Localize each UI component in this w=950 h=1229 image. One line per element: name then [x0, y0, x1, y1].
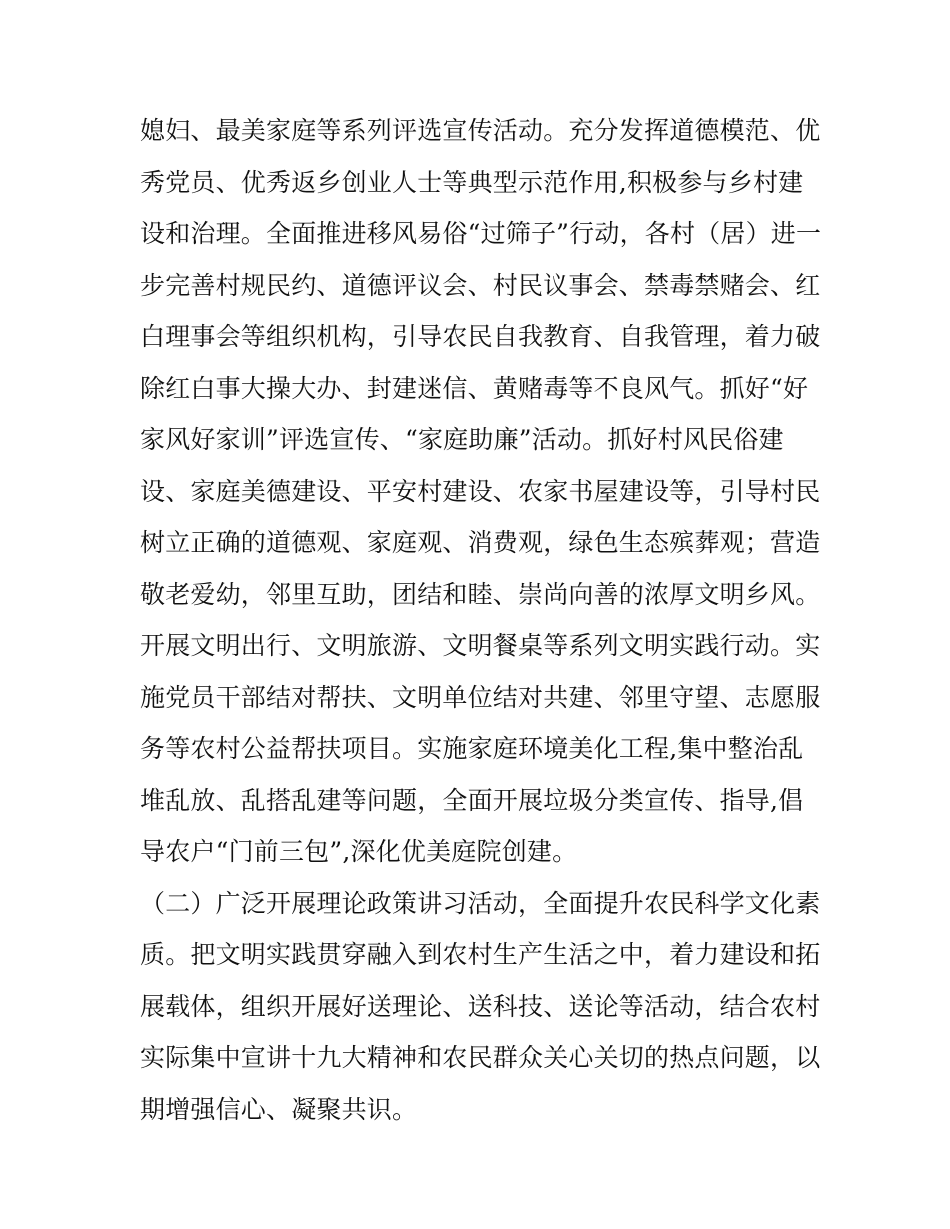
text-line: 敬老爱幼，邻里互助，团结和睦、崇尚向善的浓厚文明乡风。 [140, 579, 821, 609]
text-line: 期增强信心、凝聚共识。 [140, 1094, 418, 1124]
text-line: 务等农村公益帮扶项目。实施家庭环境美化工程,集中整治乱 [140, 734, 804, 763]
text-line: 白理事会等组织机构，引导农民自我教育、自我管理，着力破 [140, 322, 821, 351]
text-line: 步完善村规民约、道德评议会、村民议事会、禁毒禁赌会、红 [140, 270, 821, 300]
text-line: 秀党员、优秀返乡创业人士等典型示范作用,积极参与乡村建 [140, 167, 804, 197]
text-line: 展载体，组织开展好送理论、送科技、送论等活动，结合农村 [140, 991, 821, 1021]
text-line: 导农户“门前三包”,深化优美庭院创建。 [140, 837, 578, 866]
text-line: 媳妇、最美家庭等系列评选宣传活动。充分发挥道德模范、优 [140, 116, 821, 145]
text-line: 实际集中宣讲十九大精神和农民群众关心关切的热点问题，以 [140, 1043, 821, 1072]
body-text [140, 105, 830, 1135]
text-line: 树立正确的道德观、家庭观、消费观，绿色生态殡葬观；营造 [140, 528, 821, 557]
text-line: 质。把文明实践贯穿融入到农村生产生活之中，着力建设和拓 [140, 940, 821, 969]
text-line: 设和治理。全面推进移风易俗“过筛子”行动，各村（居）进一 [140, 219, 822, 248]
text-line: 家风好家训”评选宣传、“家庭助廉”活动。抓好村风民俗建 [140, 425, 784, 454]
text-line: 施党员干部结对帮扶、文明单位结对共建、邻里守望、志愿服 [140, 682, 821, 712]
section-heading-line: （二）广泛开展理论政策讲习活动，全面提升农民科学文化素 [140, 888, 821, 918]
text-line: 堆乱放、乱搭乱建等问题，全面开展垃圾分类宣传、指导,倡 [140, 785, 804, 815]
text-line: 除红白事大操大办、封建迷信、黄赌毒等不良风气。抓好“好 [140, 373, 809, 403]
text-line: 设、家庭美德建设、平安村建设、农家书屋建设等，引导村民 [140, 476, 821, 506]
text-line: 开展文明出行、文明旅游、文明餐桌等系列文明实践行动。实 [140, 631, 821, 660]
